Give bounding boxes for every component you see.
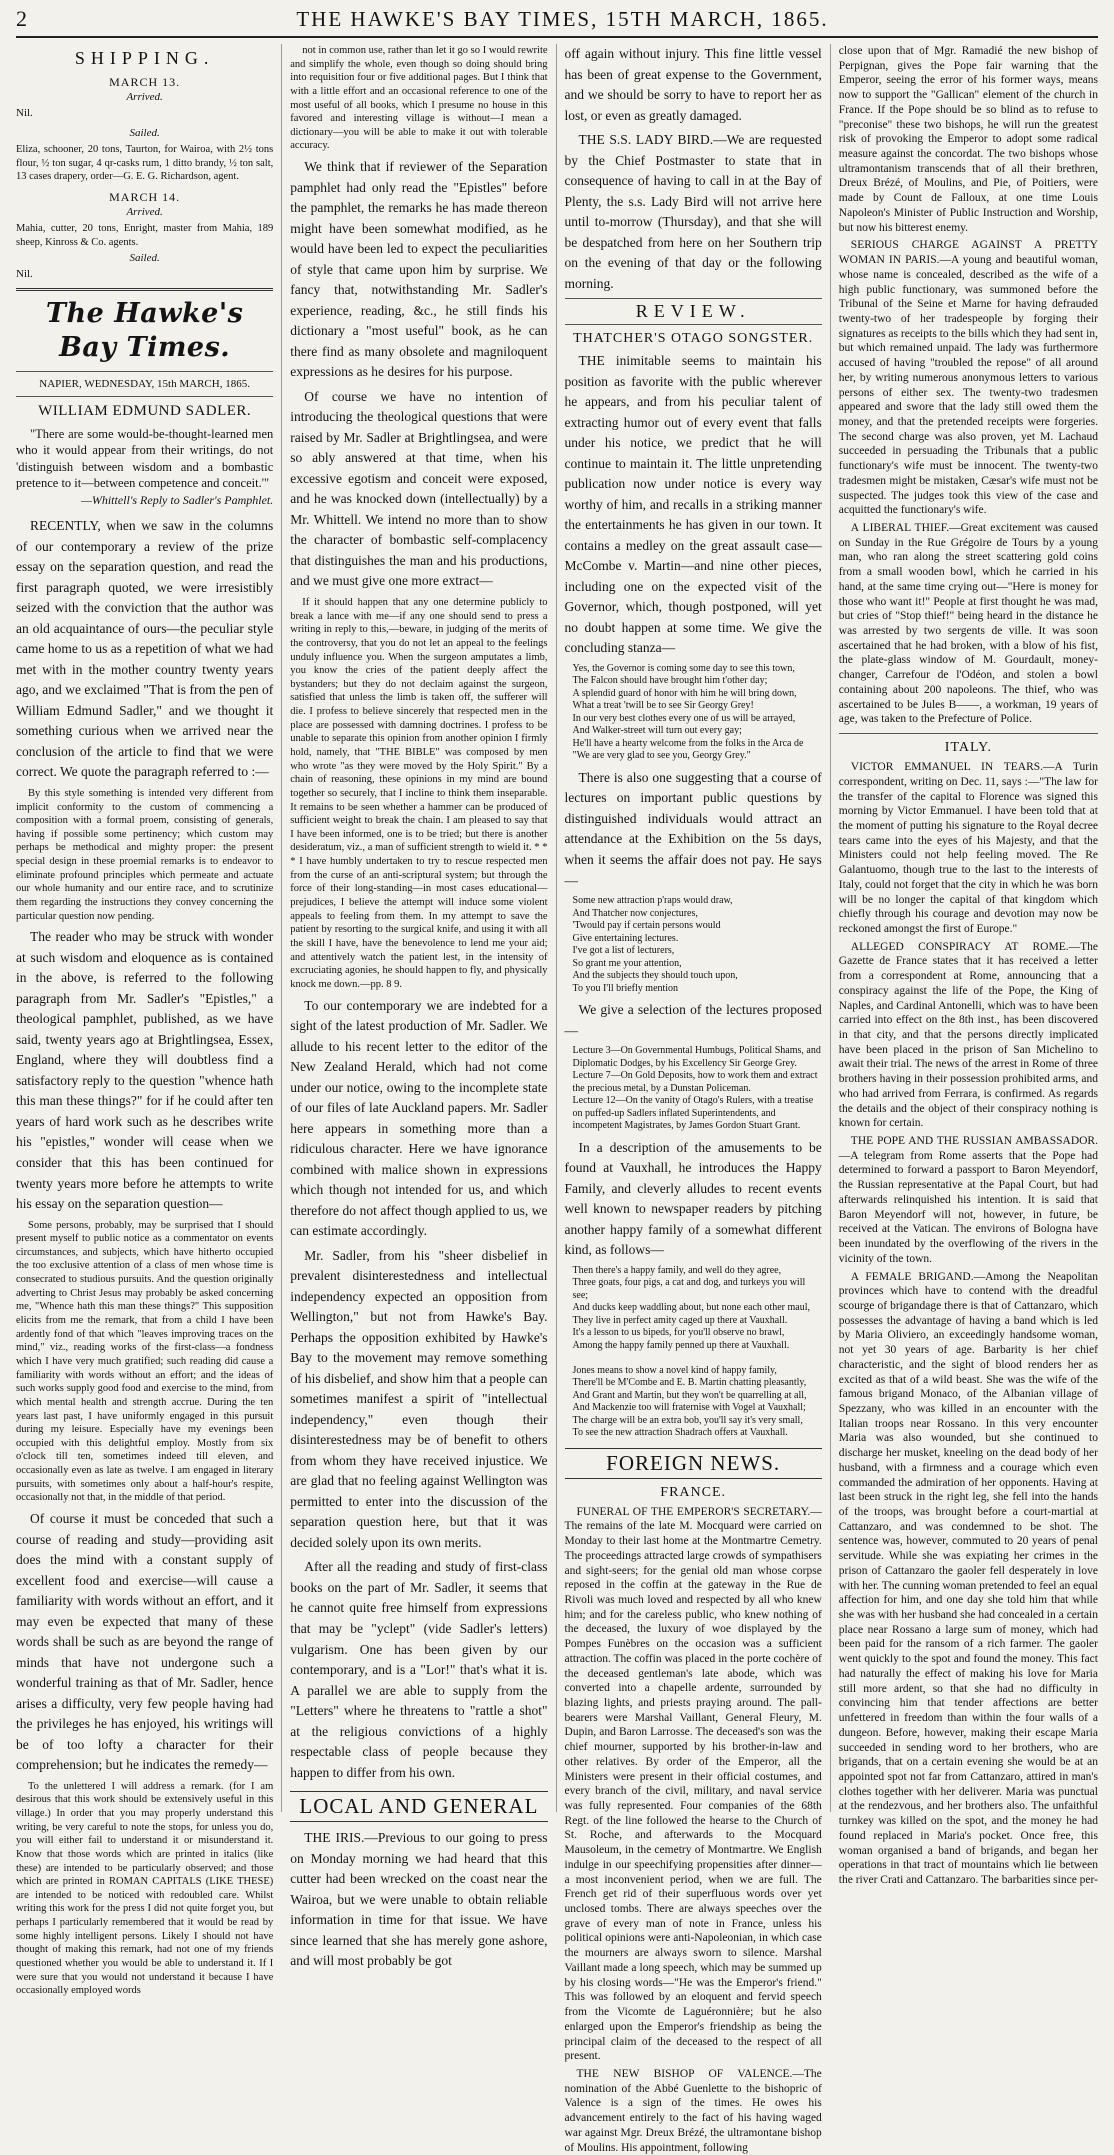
article-paragraph: Of course we have no intention of introducing the theological questions that were raised by Mr. Sadler at Brightlingsea, and were so ably answered at that time, when his excessive egotism and conceit were exposed, and he was knocked down (intellectually) by a Mr. Whittell. We intend no more than to show the character of bombastic self-complacency that distinguishes the man and his productions, and we must give one more extract— bbox=[290, 388, 548, 589]
lead-article-title: WILLIAM EDMUND SADLER. bbox=[38, 403, 252, 420]
article-paragraph: Of course it must be conceded that such a course of reading and study—providing asit does the mind with a constant supply of excellent food and exercise—will cause a familiarity with words without an effort, and it may even be expected that many of these words shall be such as are beyond the range of minds that have not undergone such a wonderful training as that of Mr. Sadler, hence arises a difficulty, very few people having had the privileges he has enjoyed, his writings will be of too lofty a character for their comprehension; but he indicates the remedy— bbox=[16, 1510, 274, 1773]
article-paragraph: Mr. Sadler, from his "sheer disbelief in prevalent disinterestedness and intellectual independency expected an opposition from Wellington," but not from Hawke's Bay. Perhaps the opposition exhibited by Hawke's Bay to the movement may remove something of his disbelief, and show him that a people can sometimes manifest a spirit of "intellectual independency," even though their disinterestedness may be of benefit to others from whom they have received injustice. We are glad that no feeling against Wellington was permitted to enter into the discussion of the separation question here, but that it was decided solely upon its own merits. bbox=[290, 1247, 548, 1550]
news-item: ALLEGED CONSPIRACY AT ROME.—The Gazette de France states that it has received a letter from a correspondent at Rome, announcing that a conspiracy against the life of the Pope, the King of Naples, and Cardinal Antonelli, which was to have been carried into effect on the 8th inst., has been discovered in that city, and that the persons directly implicated have been placed in the prison of San Michelino to await their trial. The news of the arrest in Rome of three brothers having in their possession prohibited arms, and who had arrived from Ferrara, is confirmed. As regards the details and the object of their conspiracy nothing is known for certain. bbox=[838, 940, 1098, 1130]
local-general-heading: LOCAL AND GENERAL bbox=[290, 1791, 547, 1822]
news-item: THE IRIS.—Previous to our going to press on Monday morning we had heard that this cutter had been wrecked on the coast near the Wairoa, but we were unable to obtain reliable information in time for that issue. We have since learned that she has merely gone ashore, and will most probably be got bbox=[290, 1830, 548, 1969]
epigraph: "There are some would-be-thought-learned men who it would appear from their writings, do not 'distinguish between wisdom and a bombastic pretence to it—between competence and conceit.'" bbox=[16, 427, 274, 490]
article-paragraph: We think that if reviewer of the Separation pamphlet had only read the "Epistles" before the pamphlet, the remarks he has made thereon might have been somewhat modified, as he would have been led to expect the peculiarities of style that came upon him by surprise. We fancy that, notwithstanding Mr. Sadler's experience, reading, &c., he still finds his dictionary a "most useful" book, as he can there find as many obsolete and magniloquent expressions as he desires for his purpose. bbox=[290, 159, 548, 380]
page-header bbox=[16, 6, 1098, 38]
news-item: FUNERAL OF THE EMPEROR'S SECRETARY.—The remains of the late M. Mocquard were carried on Monday to their last home at the Montmartre Cemetry. The proceedings attracted large crowds of sympathisers and sight-seers; for the genial old man whose corpse reposed in the coffin at the gateway in the Rue de Rivoli was much loved and respected by all who knew him; and for the careless public, who knew nothing of the deceased, the luxury of woe displayed by the Pompes Funèbres on the occasion was a sufficient attraction. The coffin was placed in the porte cochère of the deceased gentleman's late abode, which was converted into a chapelle ardente, surrounded by blazing lights, and priests praying around. The pall-bearers were Marshal Vaillant, General Fleury, M. Dupin, and Baron Larrosse. The deceased's son was the chief mourner, supported by his brother-in-law and other relatives. By order of the Emperor, all the Ministers were present in their official costumes, and every branch of the civil, military, and naval service was fully represented. Four companies of the 68th Regt. of the line followed the hearse to the Church of St. Roche, and afterwards to the Mocquard Mausoleum, in the cemetry of Montmartre. We English indulge in our speechifying propensities after dinner—a most inconvenient period, when we are full. The French get rid of their superfluous words over yet unclosed tombs. There are always speeches over the grave of every man of note in France, unless his political opinions were anti-Napoleonian, in which case the mourners are always sworn to silence. Marshal Vaillant made a long speech, which may be summed up by his closing words—"He was the Emperor's friend." This was followed by an eloquent and fervid speech from the Vicomte de Laguéronnière; but he also enlarged upon the Emperor's friendship as being the principal claim of the deceased to the respect of all present. bbox=[564, 1505, 822, 2063]
quoted-extract: If it should happen that any one determine publicly to break a lance with me—if any one should send to press a writing in reply to this,—beware, in judging of the merits of the controversy, that you do not let an appeal to the feelings unduly influence you. When the surgeon amputates a limb, you know the cries of the patient deeply affect the bystanders; but they do not declaim against the surgeon, satisfied that unless the limb is taken off, the sufferer will die. I profess to believe sincerely that respected men in the place are possessed with damning doctrines. I profess to be unable to separate this opinion from another opinion I firmly hold, namely, that "THE BIBLE" was composed by men who wrote "as they were moved by the Holy Spirit." By a chain of reasoning, these opinions in my mind are bound together so securely, that I incline to think them inseparable. It remains to be seen whether a hammer can be produced of sufficient weight to break the chain. I am pleased to say that I have been informed, one is to be tried; but there is another desideratum, viz., a man of sufficient strength to wield it. * * * I have humbly undertaken to try to rescue respected men from the curse of an anti-scriptural system; but through the force of their long-standing—in most cases educational—prejudices, I believe the attempt will induce some violent appeals to feeling from them. In my attempt to save the patient by resorting to the surgical knife, and using it with all the skill I have, have the benevolence to lend me your aid; and attentively watch the patient lest, in the intensity of excruciating agonies, he should happen to fly, and physically knock me down.—pp. 8 9. bbox=[290, 596, 548, 990]
news-item: THE S.S. LADY BIRD.—We are requested by the Chief Postmaster to state that in consequence of having to call in at the Bay of Plenty, the s.s. Lady Bird will not arrive here until to-morrow (Thursday), and that she will be despatched from here on her Southern trip on the evening of that day or the following morning. bbox=[564, 132, 822, 291]
epigraph-attribution: —Whittell's Reply to Sadler's Pamphlet. bbox=[81, 493, 274, 508]
quoted-extract: By this style something is intended very different from implicit conformity to the custom of commencing a composition with a formal proem, consisting of generals, having if possible some pertinency; which custom may perhaps be methodical and mighty proper: the present special design in these proemial remarks is to endeavor to eliminate profound principles which permeate and actuate our whole humanity and our entire race, and to scrutinize them regarding the instructions they convey concerning the particular question now pending. bbox=[16, 787, 274, 922]
news-item: THE POPE AND THE RUSSIAN AMBASSADOR.—A telegram from Rome asserts that the Pope had determined to forward a passport to Baron Meyendorf, the Russian representative at the Papal Court, but had afterwards relinquished his intention. It is said that Baron Meyendorf will not, however, in future, be received at the Vatican. The environs of Bologna have been inundated by the overflowing of the rivers in the vicinity of the town. bbox=[838, 1135, 1098, 1265]
article-paragraph: To our contemporary we are indebted for a sight of the latest production of Mr. Sadler. We allude to his recent letter to the editor of the New Zealand Herald, which had not come under our notice, owing to the incomplete state of our files of late Auckland papers. Mr. Sadler here appears in something more than a ridiculous character. Here we have ignorance combined with malice shown in expressions which though not intended for us, and which therefore do not affect though applied to us, we can estimate accordingly. bbox=[290, 997, 548, 1239]
review-paragraph: THE inimitable seems to maintain his position as favorite with the public wherever he appears, and from his peculiar talent of extracting humor out of every event that falls under his notice, we predict that he will continue to maintain it. The little unpretending publication now under notice is every way worthy of him, and recalls in a striking manner the entertainments he has given in our town. It contains a medley on the great assault case—McCombe v. Martin—and nine other pieces, including one on the expected visit of the Governor, which, though postponed, will yet no doubt happen at some time. We give the concluding stanza— bbox=[564, 353, 822, 656]
shipping-entry: MARCH 13. Arrived. Nil. Sailed. Eliza, schooner, 20 tons, Taurton, for Wairoa, with 2½ tons flour, ½ ton sugar, 4 qr-casks rum, 1 ditto brandy, ½ ton salt, 13 cases drapery, order—G. E. G. Richardson, agent. bbox=[16, 75, 274, 183]
column-1 bbox=[16, 44, 274, 1997]
dateline: NAPIER, WEDNESDAY, 15th MARCH, 1865. bbox=[39, 378, 250, 391]
review-heading: REVIEW. bbox=[565, 298, 822, 325]
verse: Then there's a happy family, and well do they agree, Three goats, four pigs, a cat and dog, and turkeys you will see; And ducks keep waddling about, but none each other maul, They live in perfect amity caged up there at Vauxhall. It's a lesson to us bipeds, for you'll observe no brawl, Among the happy family penned up there at Vauxhall. Jones means to show a novel kind of happy family, There'll be M'Combe and E. B. Martin chatting pleasantly, And Grant and Martin, but they won't be quarrelling at all, And Mackenzie too will fraternise with Vogel at Vauxhall; The charge will be an extra bob, you'll say it's very small, To see the new attraction Shadrach offers at Vauxhall. bbox=[572, 1264, 810, 1439]
news-item: THE NEW BISHOP OF VALENCE.—The nomination of the Abbé Guenlette to the bishopric of Valence is a sign of the times. He owes his advancement entirely to the fact of his having waged war against Mgr. Dreux Brézé, the ultramontane bishop of Moulins. His appointment, following bbox=[564, 2067, 822, 2154]
column-3 bbox=[556, 44, 822, 2154]
quoted-extract: Some persons, probably, may be surprised that I should present myself to public notice as a commentator on events circumstances, and subjects, which have hitherto occupied the too exclusive attention of a class of men whose time is consecrated to studious pursuits. And the question originally adverting to Christ Jesus may probably be asked concerning me, "Whence hath this man these things?" This supposition elicits from me the remark, that from a child I have been ardently fond of that which "leaves improving traces on the mind," viz., reading works of the first-class—a fondness which I have very much gratified; such reading did cause a familiarity with words without an effort; and the ideas of such works supply good food and exercise to the mind, from which mental health and strength accrue. During the ten years last past, I have uniformly engaged in this pursuit during my leisure. Especially have my evenings been occupied with this delightful employ. Mostly from six o'clock till ten, sometimes indeed till eleven, and occasionally even as late as twelve. I am engaged in literary pursuits, with sometimes only about a half-hour's respite, occasionally not that, in the middle of that period. bbox=[16, 1219, 274, 1504]
column-2 bbox=[281, 44, 548, 1969]
france-heading: FRANCE. bbox=[660, 1484, 727, 1500]
quoted-extract: To the unlettered I will address a remark. (for I am desirous that this work should be extensively useful in this village.) In order that you may properly understand this writing, be very careful to note the stops, for unless you do, you will either fail to understand it or misunderstand it. Know that those words which are printed in italics (like these) are intended to be particularly observed; and those which are printed in ROMAN CAPITALS (LIKE THESE) are intended to be noticed with redoubled care. Whilst writing this work for the press I did not quite forget you, but perhaps I particularly remembered that it would be read by some highly intelligent persons. Likely I should not have thought of making this remark, had not one of my friends questioned whether you would be able to understand it. If I were sure that you would not understand it because I have occasionally employed words bbox=[16, 1780, 274, 1997]
news-item: A FEMALE BRIGAND.—Among the Neapolitan provinces which have to contend with the dreadful scourge of brigandage there is that of Cattanzaro, which possesses the advantage of having a band which is led by Maria Oliviero, an exceedingly handsome woman, not yet 30 years of age. Barbarity is her chief characteristic, and the sight of blood renders her as excited as that of a wild beast. She was the wife of the famous brigand Monaco, of the Albanian village of Spezzany, who was killed in an encounter with the Italian troops near Rossano. In this very encounter Maria was also wounded, but she continued to discharge her musket, kneeling on the dead body of her husband, with a firmness and a courage which even commanded the admiration of her opponents. Having at last been struck in the right leg, she fell into the hands of the troops, was brought before a court-martial at Cattanzaro, and was condemned to be shot. The sentence was, however, commuted to 20 years of penal servitude. While she was expiating her crimes in the prison of Cattanzaro the gaoler fell desperately in love with her. The cunning woman pretended to feel an equal affection for him, and one day she told him that while she was with her husband she had concealed in a certain place near Rossano a large sum of money, which had been paid for the ransom of a rich farmer. The gaoler went quickly to the spot and found the money. This fact had naturally the effect of making his love for Maria still more ardent, so that she had no difficulty in convincing him that tender affections are better unfettered in freedom than within the four walls of a dungeon. Before, however, making their escape Maria succeeded in sending word to her brothers, who are brigands, that on a certain evening she would be at an appointed spot not far from Cattanzaro, attired in man's clothes together with her deliverer. Maria was punctual at the rendezvous, and her brothers also. The unfaithful turnkey was killed on the spot, and the money he had found replaced in Maria's pocket. Once free, this woman organised a band of brigands, and began her operations in that tract of mountains which lie between the river Crati and Cattanzaro. The barbarities since per- bbox=[838, 1270, 1098, 1886]
article-paragraph: RECENTLY, when we saw in the columns of our contemporary a review of the prize essay on the separation question, and read the first paragraph quoted, we were irresistibly seized with the conviction that the author was an old acquaintance of ours—the peculiar style came home to us as a repetition of what we had met with in the mother country twenty years ago, and we exclaimed "That is from the pen of William Edmund Sadler," and we thought it something curious when we arrived near the conclusion of the article to find that we were correct. We quote the paragraph referred to :— bbox=[16, 518, 274, 780]
divider bbox=[16, 396, 273, 397]
column-4 bbox=[830, 44, 1098, 1886]
foreign-news-heading: FOREIGN NEWS. bbox=[565, 1448, 822, 1479]
news-item: off again without injury. This fine little vessel has been of great expense to the Government, and we should be sorry to have to report her as lost, or even as greatly damaged. bbox=[564, 46, 822, 123]
divider bbox=[839, 733, 1098, 734]
lecture-list: Lecture 3—On Governmental Humbugs, Political Shams, and Diplomatic Dodges, by his Excellency Sir George Grey. Lecture 7—On Gold Deposits, how to work them and extract the precious metal, by a Dunstan Policeman. Lecture 12—On the vanity of Otago's Rulers, with a treatise on puffed-up Sadlers inflated Superintendents, and incompetent Magistrates, by James Gordon Stuart Grant. bbox=[572, 1045, 821, 1132]
article-paragraph: After all the reading and study of first-class books on the part of Mr. Sadler, it seems that he cannot quite free himself from expressions that may be "yclept" (vide Sadler's letters) vulgarism. One has been given by our contemporary, and is a "Lor!" that's what it is. A parallel we are able to supply from the "Letters" where he threatens to "rattle a shot" at the religious convictions of a highly respectable class of people because they happen to differ from his own. bbox=[290, 1559, 548, 1780]
divider bbox=[16, 371, 273, 372]
running-title: THE HAWKE'S BAY TIMES, 15TH MARCH, 1865. bbox=[296, 7, 829, 31]
italy-heading: ITALY. bbox=[944, 740, 992, 756]
verse: Yes, the Governor is coming some day to see this town, The Falcon should have brought him t'other day; A splendid guard of honor with him he will bring down, What a treat 'twill be to see Sir Georgy Grey! In our very best clothes every one of us will be arrayed, And Walker-street will turn out every gay; He'll have a hearty welcome from the folks in the Arca de "We are very glad to see you, Georgy Grey." bbox=[572, 662, 804, 762]
news-item: VICTOR EMMANUEL IN TEARS.—A Turin correspondent, writing on Dec. 11, says :—"The law for the transfer of the capital to Florence was signed this morning by Victor Emmanuel. I have been told that at the moment of putting his signature to the Royal decree tears came into the eyes of his Majesty, and that the Ministers could not help feeling moved. The Re Galantuomo, though true to the last to the interests of Italy, could not forget that the city in which he was born will be no longer the capital of that kingdom which chiefly through his courage and devotion may now be reckoned amongst the first of Europe." bbox=[838, 761, 1098, 935]
verse: Some new attraction p'raps would draw, And Thatcher now conjectures, 'Twould pay if certain persons would Give entertaining lectures. I've got a list of lecturers, So grant me your attention, And the subjects they should touch upon, To you I'll briefly mention bbox=[572, 895, 738, 994]
masthead: The Hawke's Bay Times. bbox=[45, 298, 244, 364]
review-title: THATCHER'S OTAGO SONGSTER. bbox=[573, 331, 814, 347]
review-paragraph: In a description of the amusements to be found at Vauxhall, he introduces the Happy Family, and cleverly alludes to recent events well known to newspaper readers by pitching another happy family of a somewhat different kind, as follows— bbox=[564, 1139, 822, 1258]
divider bbox=[16, 288, 273, 291]
review-paragraph: There is also one suggesting that a course of lectures on important public questions by distinguished individuals would attract an attendance at the Exhibition on the 5s days, when it seems the affair does not pay. He says— bbox=[564, 769, 822, 888]
shipping-entry: MARCH 14. Arrived. Mahia, cutter, 20 tons, Enright, master from Mahia, 189 sheep, Kinross & Co. agents. Sailed. Nil. bbox=[16, 189, 274, 281]
columns bbox=[16, 44, 1098, 2154]
article-paragraph: The reader who may be struck with wonder at such wisdom and eloquence as is contained in the above, is referred to the following paragraph from Mr. Sadler's "Epistles," a theological pamphlet, published, as we have said, twenty years ago at Brightlingsea, Essex, England, where they will doubtless find a satisfactory reply to the question "whence hath this man these things?" for if he could after ten years of hard work such as he describes write his "epistles," wonder will cease when we consider that this has been continued for twenty years more before he attempts to write his essay on the separation question— bbox=[16, 929, 274, 1212]
quoted-extract: not in common use, rather than let it go so I would rewrite and simplify the whole, even though so doing should bring into requisition four or five additional pages. But I think that with a little effort and an occasional reference to one of the most useful of all books, which I presume no house in this favored and interesting village is without—I mean a dictionary—you will be able to make it out with tolerable accuracy. bbox=[290, 45, 548, 152]
review-paragraph: We give a selection of the lectures proposed— bbox=[564, 1002, 822, 1038]
news-item: close upon that of Mgr. Ramadié the new bishop of Perpignan, gives the Pope fair warning that the Emperor, seeing the error of his former ways, means now to support the "Gallican" element of the church in France. If the Pope should be so blind as to refuse to "preconise" these two bishops, he will run the greatest risk of provoking the Emperor to adopt some radical measure against the concordat. The two bishops whose ultramontanism transcends that of all their brethren, Dreux Brézé, of Moulins, and Pie, of Poitiers, were made by Count de Falloux, at one time Louis Napoleon's Minister of Public Instruction and Worship, but now his bitterest enemy. bbox=[838, 45, 1098, 234]
page-number: 2 bbox=[16, 6, 27, 31]
news-item: A LIBERAL THIEF.—Great excitement was caused on Sunday in the Rue Grégoire de Tours by a young man, who ran along the street scattering gold coins from a small wooden bowl, which he carried in his hand, at the same time crying out—"Here is money for those who want it!" People at first thought he was mad, but cries of "Stop thief!" being heard in the distance he was arrested by two sergents de ville. It was soon ascertained that he had broken, with a blow of his fist, the plate-glass window of M. Gourdault, money-changer, Carrefour de l'Odéon, and stolen a bowl containing about 200 napoleons. The thief, who was ascertained to be Jules B——, a workman, 19 years of age, was taken to the Prefecture of Police. bbox=[838, 522, 1098, 726]
shipping-heading: SHIPPING. bbox=[74, 48, 215, 68]
news-item: SERIOUS CHARGE AGAINST A PRETTY WOMAN IN PARIS.—A young and beautiful woman, whose name is concealed, described as the wife of a high public functionary, was summoned before the Tribunal of the Seine et Marne for having defrauded twenty-two of her tradespeople by forging their signatures as receipts to the bills which they had sent in, but which remained unpaid. The lady was furthermore accused of having "troubled the repose" of all around her, by writing numerous anonymous letters to various persons of either sex. The twenty-two tradesmen appeared and swore that the lady still owed them the money, and that the pretended receipts were forgeries. The second charge was also proven, yet M. Lachaud succeeded in persuading the Tribunals that a public functionary's wife must be innocent. The twenty-two tradesmen might be mistaken, Cæsar's wife must not be suspected. The judges took this view of the case and acquitted the functionary's wife. bbox=[838, 239, 1098, 517]
